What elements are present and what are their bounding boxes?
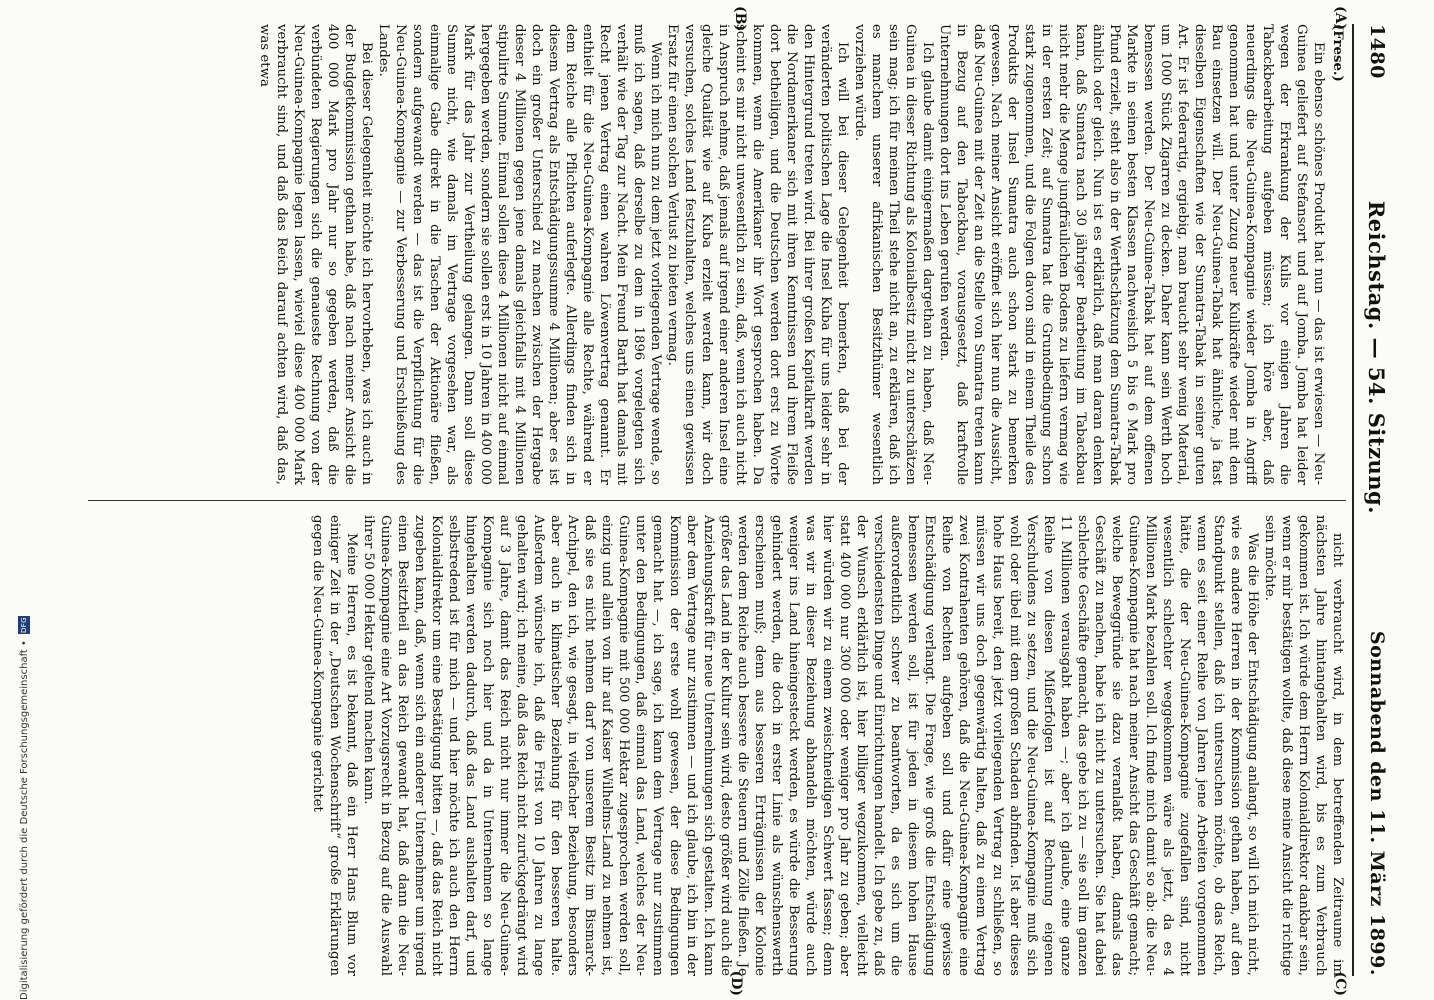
margin-marker-a: (A): [1332, 6, 1348, 31]
dfg-logo-icon: DFG: [20, 617, 28, 633]
speaker-name: (Frese.): [1330, 24, 1345, 82]
paragraph: Wenn ich mich nun zu dem jetzt vorliegenden Vertrage wende, so muß ich sagen, daß derselbe zu dem in 1896 vorgelegten sich verhält wie der Tag zur Nacht. Mein Freund Barth hat damals mit Recht jenen Vertrag einen wahren Löwenvertrag genannt. Er enthielt für die Neu-Guinea-Kompagnie alle Rechte, während er dem Reiche alle Pflichten auferlegte. Allerdings finden sich in diesem Vertrag als Entschädigungssumme 4 Millionen; aber es ist doch ein großer Unterschied zu machen zwischen der Hergabe dieser 4 Millionen gegen jene damals gleichfalls mit 4 Millionen stipulirte Summe. Einmal sollen diese 4 Millionen nicht auf einmal hergegeben werden, sondern sie sollen erst in 10 Jahren in 400 000 Mark für das Jahr zur Vertheilung gelangen. Dann soll diese Summe nicht, wie damals im Vertrage vorgesehen war, als einmalige Gabe direkt in die Taschen der Aktionäre fließen, sondern aufgewandt werden — das ist die Verpflichtung für die Neu-Guinea-Kompagnie — zur Verbesserung und Erschließung des Landes.: [376, 24, 663, 485]
paragraph: nicht verbraucht wird, in dem betreffenden Zeitraume im nächsten Jahre hintangehalten wird, bis es zum Verbrauch gekommen ist. Ich würde dem Herrn Kolonialdirektor dankbar sein, wenn er mir bestätigen wollte, daß diese meine Ansicht die richtige sein möchte.: [1262, 515, 1345, 976]
margin-marker-b: (B): [732, 6, 748, 32]
header-rule: [1352, 24, 1354, 976]
right-column: [88, 515, 1346, 976]
session-date: Sonnabend den 11. März 1899.: [1366, 630, 1388, 976]
margin-marker-d: (D): [728, 970, 744, 996]
page-header: [1360, 24, 1394, 976]
paragraph: Meine Herren, es ist bekannt, daß ein Herr Hans Blum vor einiger Zeit in der „Deutschen Wochenschrift“ große Erklärungen gegen die Neu-Guinea-Kompagnie gerichtet: [310, 515, 359, 976]
paragraph: Ich glaube damit einigermaßen dargethan zu haben, daß Neu-Guinea in dieser Richtung als Kolonialbesitz nicht zu unterschätzen sein mag; ich für meinen Theil stehe nicht an, zu erklären, daß ich es manchem unserer afrikanischen Besitzthümer wesentlich vorziehen würde.: [852, 24, 935, 485]
paragraph: Ein ebenso schönes Produkt hat nun — das ist erwiesen — Neu-Guinea geliefert auf Stefansort und auf Jomba. Jomba hat leider wegen der Erkrankung der Kulis vor einigen Jahren die Tabackbearbeitung aufgeben müssen; ich höre aber, daß neuerdings die Neu-Guinea-Kompagnie wieder Jomba in Angriff genommen hat und unter Zuzug neuer Kulikräfte wieder mit dem Bau einsetzen will. Der Neu-Guinea-Tabak hat ähnliche, ja fast dieselben Eigenschaften wie der Sumatra-Tabak in seiner guten Art. Er ist federartig, ergiebig, man braucht sehr wenig Material, um 1000 Stück Zigarren zu decken. Daher kann sein Werth hoch bemessen werden. Der Neu-Guinea-Tabak hat auf dem offenen Markte in seinen besten Klassen nachweislich 5 bis 6 Mark pro Pfund erzielt, steht also in der Werthschätzung dem Sumatra-Tabak ähnlich oder gleich. Nun ist es erklärlich, daß man daran denken kann, daß Sumatra nach 30 jähriger Bearbeitung im Tabackbau nicht mehr die Menge jungfräulichen Bodens zu liefern vermag wie in der ersten Zeit; auf Sumatra hat die Grundbedingung schon stark zugenommen, und die Folgen davon sind in einem Theile des Produkts der Insel Sumatra auch schon stark zu bemerken gewesen. Nach meiner Ansicht eröffnet sich hier nun die Aussicht, daß Neu-Guinea mit der Zeit an die Stelle von Sumatra treten kann in Bezug auf den Tabackbau, vorausgesetzt, daß kraftvolle Unternehmungen dort ins Leben gerufen werden.: [937, 24, 1326, 485]
page-title: Reichstag. — 54. Sitzung.: [1364, 200, 1390, 515]
margin-marker-c: (C): [1332, 971, 1348, 996]
digitization-credit: [16, 0, 32, 1000]
page-number: 1480: [1366, 24, 1388, 79]
left-column: [88, 24, 1346, 485]
text-columns: [88, 24, 1346, 976]
paragraph: Was die Höhe der Entschädigung anlangt, so will ich mich nicht, wie es andere Herren in der Kommission gethan haben, auf den Standpunkt stellen, daß ich untersuchen möchte, ob das Reich, wenn es seit einer Reihe von Jahren jene Arbeiten vorgenommen hätte, die der Neu-Guinea-Kompagnie zugefallen sind, nicht wesentlich schlechter weggekommen wäre als jetzt, da es 4 Millionen Mark bezahlen soll. Ich finde mich damit so ab: die Neu-Guinea-Kompagnie hat nach meiner Ansicht das Geschäft gemacht; welche Beweggründe sie dazu veranlaßt haben, damals das Geschäft zu machen, habe ich nicht zu untersuchen. Sie hat dabei schlechte Geschäfte gemacht, das gebe ich zu — sie soll im ganzen 11 Millionen verausgabt haben —; aber ich glaube, eine ganze Reihe von diesen Mißerfolgen ist auf Rechnung eigenen Verschuldens zu setzen, und die Neu-Guinea-Kompagnie muß sich wohl oder übel mit dem großen Schaden abfinden. Ist aber dieses hohe Haus bereit, den jetzt vorliegenden Vertrag zu schließen, so müssen wir uns doch gegenwärtig halten, daß zu einem Vertrag zwei Kontrahenten gehören, daß die Neu-Guinea-Kompagnie eine Reihe von Rechten aufgeben soll und dafür eine gewisse Entschädigung verlangt. Die Frage, wie groß die Entschädigung bemessen werden soll, ist für jeden in diesem hohen Hause außerordentlich schwer zu beantworten, da es sich um die verschiedensten Dinge und Einrichtungen handelt. Ich gebe zu, daß der Wunsch erklärlich ist, hier billiger wegzukommen, vielleicht statt 400 000 nur 300 000 oder weniger pro Jahr zu geben; aber hier würden wir zu einem zweischneidigen Schwert fassen; denn was wir in dieser Beziehung abhandeln möchten, würde auch weniger ins Land hineingesteckt werden, es würde die Besserung gehindert werden, die doch in erster Linie als wünschenswerth erscheinen muß; denn aus besseren Erträgnissen der Kolonie werden dem Reiche auch bessere die Steuern und Zölle fließen. Je größer das Land in der Kultur sein wird, desto größer wird auch die Anziehungskraft für neue Unternehmungen sich gestalten. Ich kann aber dem Vertrage nur zustimmen — und ich glaube, ich bin in der Kommission der erste wohl gewesen, der diese Bedingungen gemacht hat —, ich sage, ich kann dem Vertrage nur zustimmen unter den Bedingungen, daß einmal das Land, welches der Neu-Guinea-Kompagnie mit 500 000 Hektar zugesprochen werden soll, einzig und allein von ihr auf Kaiser Wilhelms-Land zu nehmen ist, daß sie es nicht nehmen darf von unserem Besitz im Bismarck-Archipel, den ich, wie gesagt, in vielfacher Beziehung, besonders aber auch in klimatischer Beziehung für den besseren halte. Außerdem wünsche ich, daß die Frist von 10 Jahren zu lange gehalten wird; ich meine, daß das Reich nicht zurückgedrängt wird auf 3 Jahre, damit das Reich nicht nur immer die Neu-Guinea-Kompagnie sich noch hier und da in Unternehmen so lange hingehalten werden dadurch, daß das Land aushalten darf, und selbstredend ist für mich — und hier möchte ich auch den Herrn Kolonialdirektor um eine Bestätigung bitten —, daß das Reich nicht zugeben kann, daß, wenn sich ein anderer Unternehmer um irgend einen Besitztheil an das Reich gewandt hat, daß dann die Neu-Guinea-Kompagnie eine Art Vorzugsrecht in Bezug auf die Auswahl ihrer 50 000 Hektar geltend machen kann.: [361, 515, 1260, 976]
credit-text: Digitalisierung gefördert durch die Deutsche Forschungsgemeinschaft •: [18, 640, 30, 1000]
paragraph: Ich will bei dieser Gelegenheit bemerken, daß bei der veränderten politischen Lage die Insel Kuba für uns leider sehr in den Hintergrund treten wird. Bei ihrer großen Kapitalkraft werden die Nordamerikaner sich mit ihren Kenntnissen und ihrem Fleiße dort betheiligen, und die Deutschen werden dort erst zu Worte kommen, wenn die Amerikaner ihr Wort gesprochen haben. Da scheint es mir nicht unwesentlich zu sein, daß, wenn ich auch nicht in Anspruch nehme, daß jemals auf irgend einer anderen Insel eine gleiche Qualität wie auf Kuba erzielt werden kann, wir doch versuchen, solches Land festzuhalten, welches uns einen gewissen Ersatz für einen solchen Verlust zu bieten vermag.: [665, 24, 850, 485]
paragraph: Bei dieser Gelegenheit möchte ich hervorheben, was ich auch in der Budgetkommission gethan habe, daß nach meiner Ansicht die 400 000 Mark pro Jahr nur so gegeben werden, daß die verbündeten Regierungen sich die genaueste Rechnung von der Neu-Guinea-Kompagnie legen lassen, wieviel diese 400 000 Mark verbraucht sind, und daß das Reich darauf achten wird, daß das, was etwa: [257, 24, 374, 485]
